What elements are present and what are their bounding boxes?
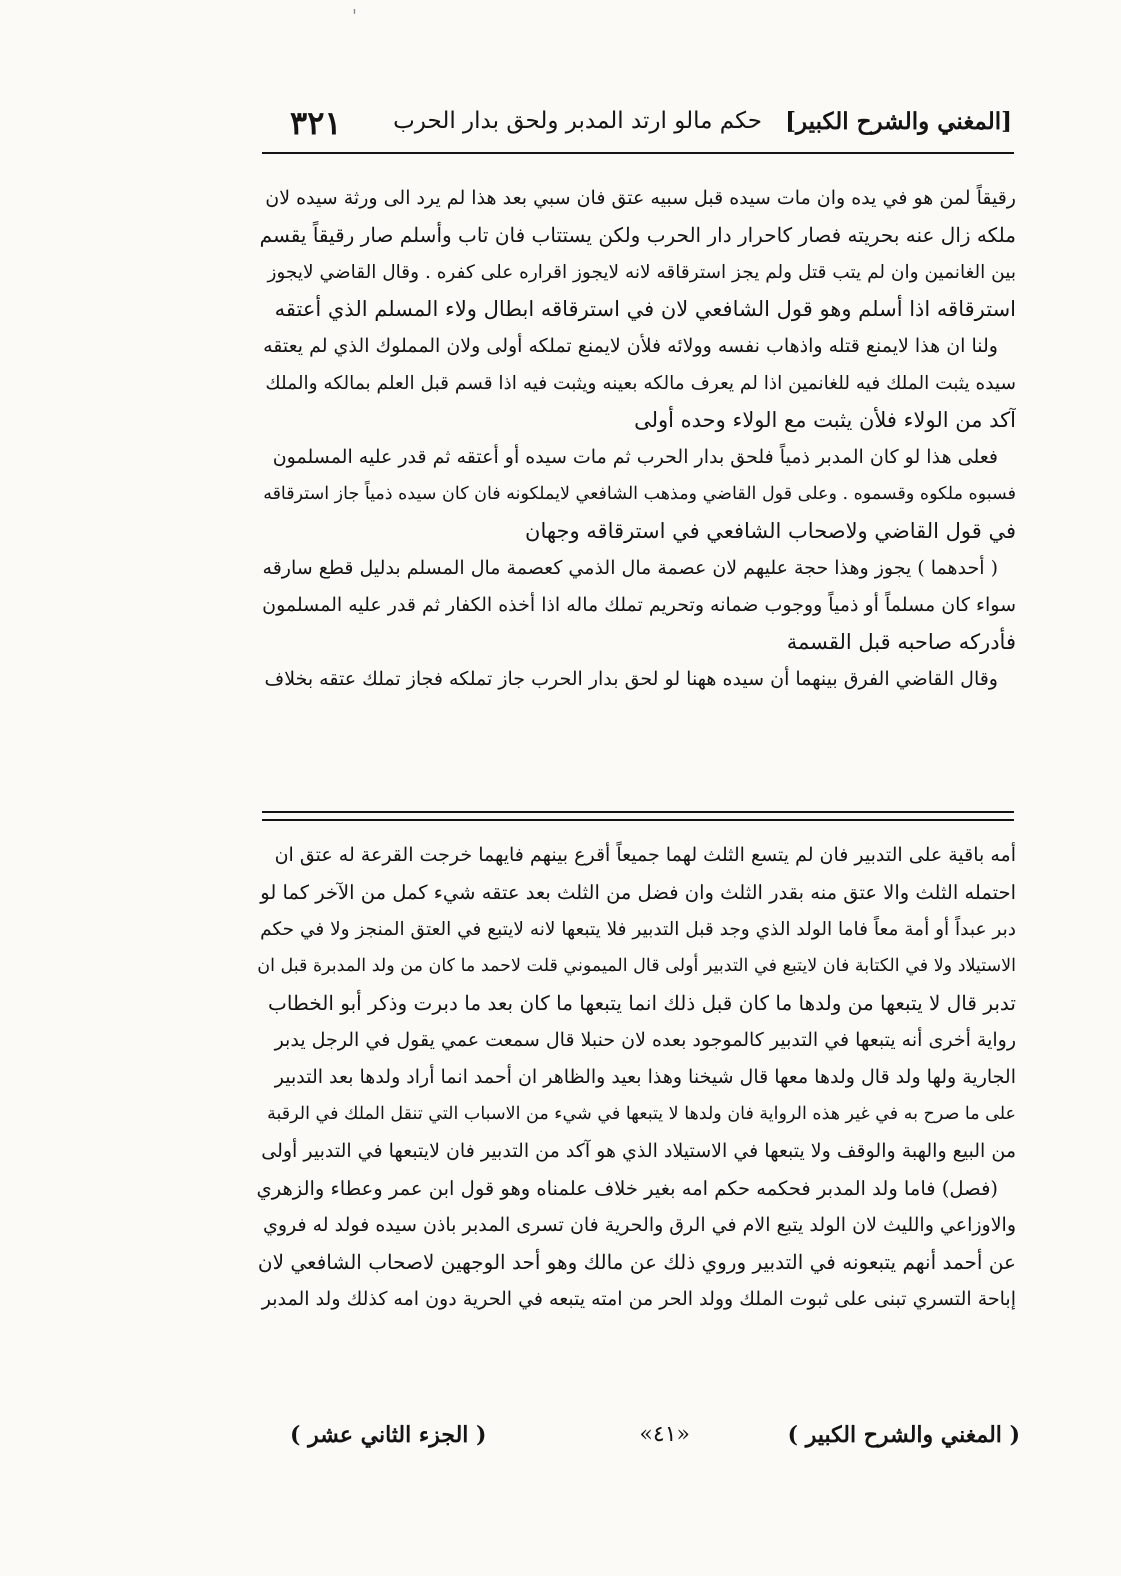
text-line: عن أحمد أنهم يتبعونه في التدبير وروي ذلك عن مالك وهو أحد الوجهين لاصحاب الشافعي لان	[257, 1250, 1016, 1274]
section-divider-top	[262, 811, 1014, 813]
text-line: رقيقاً لمن هو في يده وان مات سيده قبل سبيه عتق فان سبي بعد هذا لم يرد الى ورثة سيده لان	[265, 187, 1016, 209]
header-chapter-title: حكم مالو ارتد المدبر ولحق بدار الحرب	[393, 108, 762, 134]
text-line: في قول القاضي ولاصحاب الشافعي في استرقاقه وجهان	[525, 519, 1016, 543]
text-line: أمه باقية على التدبير فان لم يتسع الثلث لهما جميعاً أقرع بينهم فايهما خرجت القرعة له عتق ان	[274, 844, 1016, 866]
page-header	[262, 104, 1012, 154]
text-line: وقال القاضي الفرق بينهما أن سيده ههنا لو لحق بدار الحرب جاز تملكه فجاز تملك عتقه بخلاف	[264, 668, 998, 690]
text-line: سيده يثبت الملك فيه للغانمين اذا لم يعرف مالكه بعينه ويثبت فيه اذا قسم قبل العلم بمالكه والملك	[265, 373, 1016, 394]
text-line: فسبوه ملكوه وقسموه . وعلى قول القاضي ومذهب الشافعي لايملكونه فان كان سيده ذمياً جاز استرقاقه	[263, 484, 1016, 504]
footer-signature: «٤١»	[639, 1422, 690, 1447]
text-line: ( أحدهما ) يجوز وهذا حجة عليهم لان عصمة مال الذمي كعصمة مال المسلم بدليل قطع سارقه	[262, 557, 998, 579]
text-line: إباحة التسري تبنى على ثبوت الملك وولد الحر من امته يتبعه في الحرية دون امه كذلك ولد المدبر	[261, 1288, 1016, 1310]
text-line: استرقاقه اذا أسلم وهو قول الشافعي لان في استرقاقه ابطال ولاء المسلم الذي أعتقه	[274, 297, 1016, 321]
scan-mark: '	[352, 6, 357, 27]
footer-volume: ( الجزء الثاني عشر )	[290, 1422, 487, 1448]
page-footer	[280, 1422, 1020, 1458]
text-line: فعلى هذا لو كان المدبر ذمياً فلحق بدار الحرب ثم مات سيده أو أعتقه ثم قدر عليه المسلمون	[272, 446, 998, 468]
text-line: من البيع والهبة والوقف ولا يتبعها في الاستيلاد الذي هو آكد من التدبير فان لايتبعها في التدبير أولى	[261, 1140, 1016, 1162]
header-rule	[262, 152, 1014, 154]
text-line: الجارية ولها ولد قال ولدها معها قال شيخنا وهذا بعيد والظاهر ان أحمد انما أراد ولدها بعد التدبير	[274, 1066, 1016, 1088]
text-line: رواية أخرى أنه يتبعها في التدبير كالموجود بعده لان حنبلا قال سمعت عمي يقول في الرجل يدبر	[274, 1029, 1016, 1051]
text-line: (فصل) فاما ولد المدبر فحكمه حكم امه بغير خلاف علمناه وهو قول ابن عمر وعطاء والزهري	[256, 1177, 998, 1200]
header-page-number: ٣٢١	[290, 104, 342, 142]
text-line: احتمله الثلث والا عتق منه بقدر الثلث وان فضل من الثلث بعد عتقه شيء كمل من الآخر كما لو	[260, 881, 1016, 904]
text-line: بين الغانمين وان لم يتب قتل ولم يجز استرقاقه لانه لايجوز اقراره على كفره . وقال القاضي لايجوز	[267, 262, 1016, 283]
text-line: على ما صرح به في غير هذه الرواية فان ولدها لا يتبعها في شيء من الاسباب التي تنقل الملك في الرقبة	[267, 1104, 1016, 1124]
section-divider-bottom	[262, 819, 1014, 821]
commentary-text	[256, 837, 1016, 1318]
footer-book-name: ( المغني والشرح الكبير )	[787, 1422, 1020, 1448]
text-line: تدبر قال لا يتبعها من ولدها ما كان قبل ذلك انما يتبعها ما كان بعد ما دبرت وذكر أبو الخطاب	[268, 991, 1016, 1015]
text-line: ولنا ان هذا لايمنع قتله واذهاب نفسه وولائه فلأن لايمنع تملكه أولى ولان المملوك الذي لم يعتقه	[263, 335, 998, 357]
text-line: ملكه زال عنه بحريته فصار كاحرار دار الحرب ولكن يستتاب فان تاب وأسلم صار رقيقاً يقسم	[259, 223, 1016, 247]
text-line: فأدركه صاحبه قبل القسمة	[786, 630, 1016, 654]
main-text	[256, 180, 1016, 698]
text-line: الاستيلاد ولا في الكتابة فان لايتبع في التدبير أولى قال الميموني قلت لاحمد ما كان من ولد المدبرة قبل ان	[257, 956, 1016, 976]
text-line: آكد من الولاء فلأن يثبت مع الولاء وحده أولى	[634, 408, 1016, 432]
text-line: دبر عبداً أو أمة معاً فاما الولد الذي وجد قبل التدبير فلا يتبعها لانه لايتبع في العتق المنجز ولا في حكم	[260, 919, 1016, 940]
header-book-title: [المغني والشرح الكبير]	[785, 108, 1012, 135]
text-line: والاوزاعي والليث لان الولد يتبع الام في الرق والحرية فان تسرى المدبر باذن سيده فولد له فروي	[262, 1214, 1016, 1236]
text-line: سواء كان مسلماً أو ذمياً ووجوب ضمانه وتحريم تملك ماله اذا أخذه الكفار ثم قدر عليه المسلمون	[262, 594, 1016, 616]
